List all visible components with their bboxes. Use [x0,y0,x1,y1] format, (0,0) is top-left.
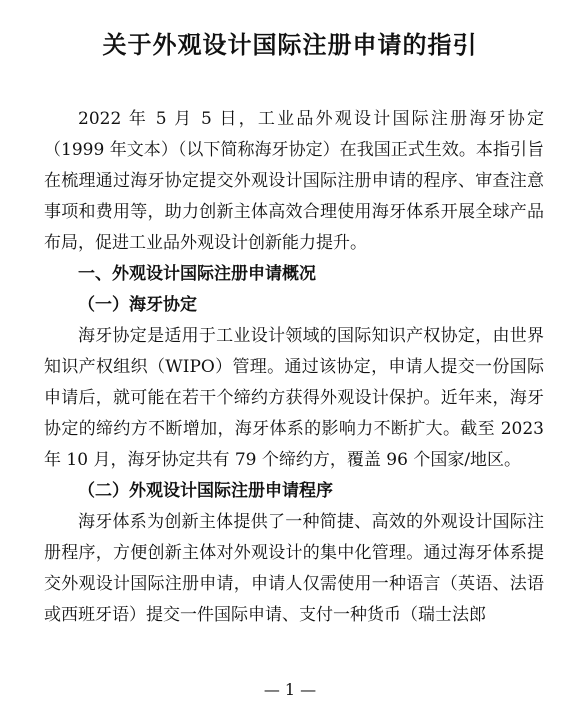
intro-paragraph: 2022 年 5 月 5 日，工业品外观设计国际注册海牙协定（1999 年文本）（以下简称海牙协定）在我国正式生效。本指引旨在梳理通过海牙协定提交外观设计国际注册申请的程序、审查注意事项和费用等，助力创新主体高效合理使用海牙体系开展全球产品布局，促进工业品外观设计创新能力提升。 [44,109,544,253]
body-paragraph: 海牙体系为创新主体提供了一种简捷、高效的外观设计国际注册程序，方便创新主体对外观设计的集中化管理。通过海牙体系提交外观设计国际注册申请，申请人仅需使用一种语言（英语、法语或西班牙语）提交一件国际申请、支付一种货币（瑞士法郎 [44,512,544,625]
document-title: 关于外观设计国际注册申请的指引 [102,31,478,59]
document-body [44,104,544,631]
subsection-heading: （一）海牙协定 [78,295,197,315]
subsection-heading: （二）外观设计国际注册申请程序 [78,481,333,501]
section-heading: 一、外观设计国际注册申请概况 [78,264,316,284]
body-paragraph: 海牙协定是适用于工业设计领域的国际知识产权协定，由世界知识产权组织（WIPO）管理。通过该协定，申请人提交一份国际申请后，就可能在若干个缔约方获得外观设计保护。近年来，海牙协定的缔约方不断增加，海牙体系的影响力不断扩大。截至 2023 年 10 月，海牙协定共有 79 个缔约方，覆盖 96 个国家/地区。 [44,326,544,470]
page-number: — 1 — [263,680,317,699]
